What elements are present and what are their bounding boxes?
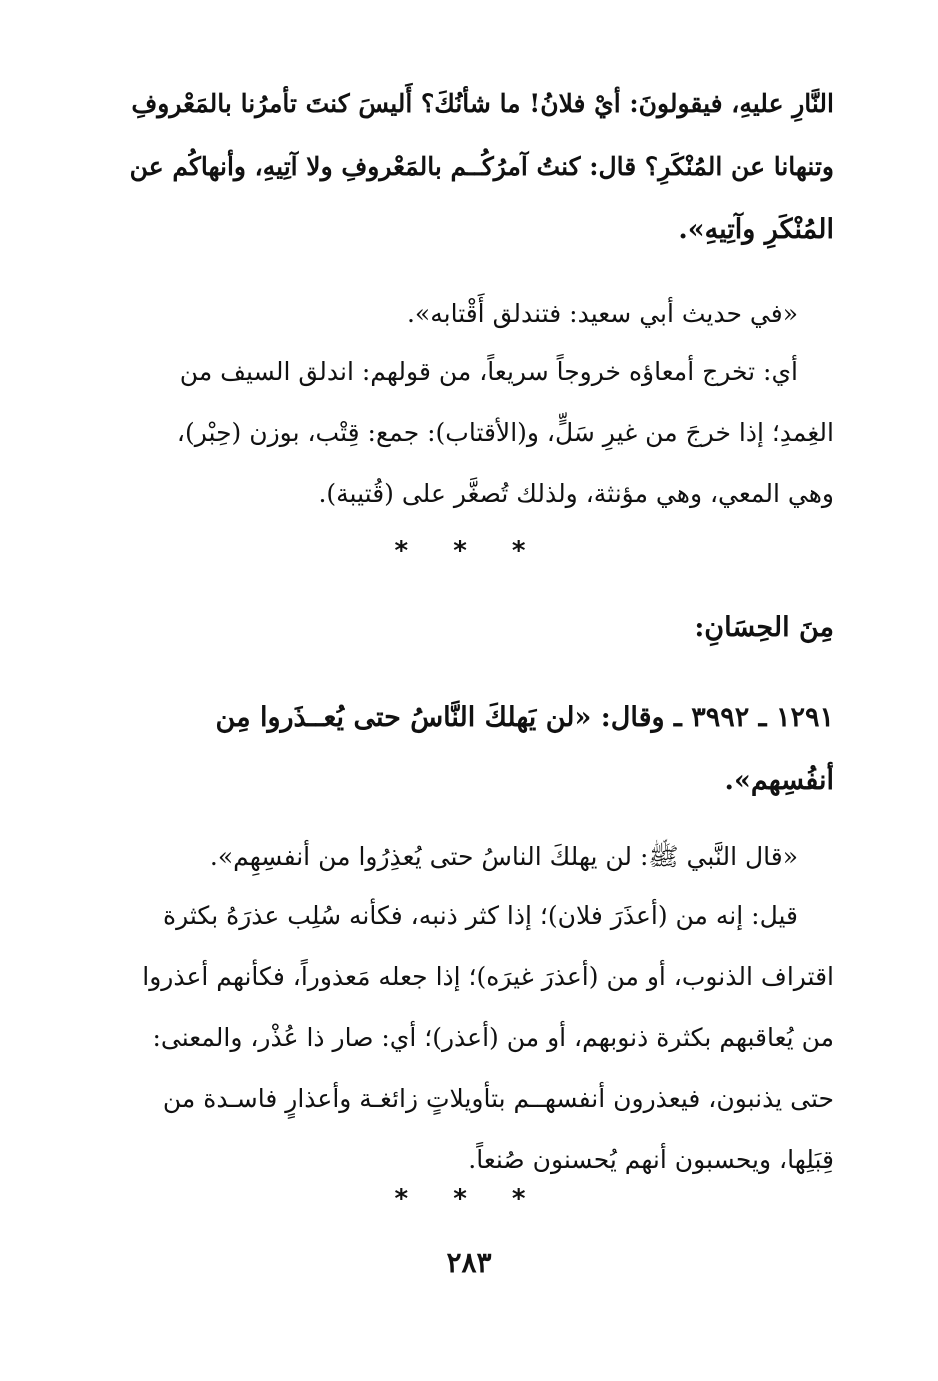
hadith-main xyxy=(118,686,834,812)
commentary-line: اقتراف الذنوب، أو من (أعذرَ غيرَه)؛ إذا جعله مَعذوراً، فكأنهم أعذروا xyxy=(142,962,834,991)
commentary-line: أي: تخرج أمعاؤه خروجاً سريعاً، من قولهم: اندلق السيف من xyxy=(179,357,798,386)
commentary-quote-text: «قال النَّبي ﷺ: لن يهلكَ الناسُ حتى يُعذِرُوا من أنفسِهِم». xyxy=(209,842,798,871)
commentary-body xyxy=(118,341,834,524)
commentary-line: حتى يذنبون، فيعذرون أنفسهــم بتأويلاتٍ زائغـة وأعذارٍ فاسـدة من xyxy=(162,1084,834,1113)
commentary-line: الغِمدِ؛ إذا خرجَ من غيرِ سَلٍّ، و(الأقتاب): جمع: قِتْب، بوزن (حِبْر)، xyxy=(176,418,834,447)
section-separator: * * * xyxy=(394,536,544,566)
commentary-line: قيل: إنه من (أعذَرَ فلان)؛ إذا كثر ذنبه، فكأنه سُلِب عذرَهُ بكثرة xyxy=(162,901,798,930)
section-separator: * * * xyxy=(394,1184,544,1214)
commentary-quote-text: «في حديث أبي سعيد: فتندلق أَقْتابه». xyxy=(406,299,798,328)
hadith-line: النَّارِ عليهِ، فيقولونَ: أيْ فلانُ! ما شأنُكَ؟ أَليسَ كنتَ تأمرُنا بالمَعْروفِ xyxy=(131,89,834,118)
page-number: ٢٨٣ xyxy=(446,1246,492,1279)
commentary-line: من يُعاقبهم بكثرة ذنوبهم، أو من (أعذر)؛ أي: صار ذا عُذْر، والمعنى: xyxy=(152,1023,834,1052)
hadith-continuation xyxy=(118,72,834,261)
commentary-line: وهي المعي، وهي مؤنثة، ولذلك تُصغَّر على (قُتيبة). xyxy=(318,479,834,508)
hadith-line: أنفُسِهم». xyxy=(724,765,834,796)
hadith-line: وتنهانا عن المُنْكَرِ؟ قال: كنتُ آمرُكُــم بالمَعْروفِ ولا آتِيهِ، وأنهاكُم عن xyxy=(129,152,834,181)
commentary-body xyxy=(118,885,834,1190)
hadith-line: ١٢٩١ ـ ٣٩٩٢ ـ وقال: «لن يَهلكَ النَّاسُ حتى يُعــذَروا مِن xyxy=(215,702,834,733)
commentary-quote xyxy=(118,826,834,887)
section-heading: مِنَ الحِسَانِ: xyxy=(694,612,834,643)
commentary-line: قِبَلِها، ويحسبون أنهم يُحسنون صُنعاً. xyxy=(468,1145,834,1174)
commentary-quote xyxy=(118,283,834,344)
hadith-line: المُنْكَرِ وآتِيهِ». xyxy=(678,214,834,245)
